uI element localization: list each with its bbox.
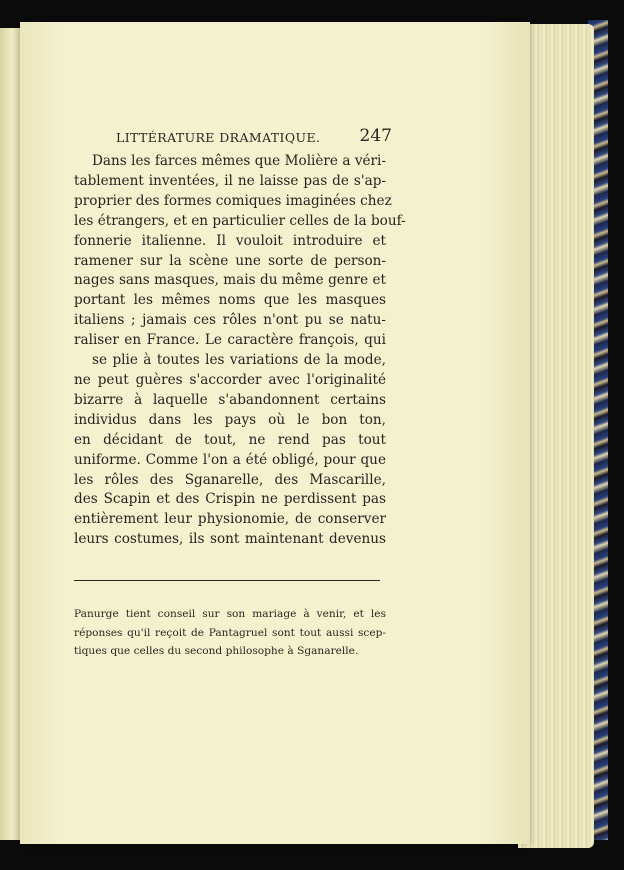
- body-line: entièrement leur physionomie, de conserver: [74, 511, 386, 528]
- footnote: [74, 605, 386, 661]
- body-text: [74, 152, 406, 550]
- body-line: proprier des formes comiques imaginées chez: [74, 192, 392, 209]
- body-line: leurs costumes, ils sont maintenant devenus: [74, 531, 386, 548]
- body-line: tablement inventées, il ne laisse pas de s'ap-: [74, 172, 386, 189]
- body-line: se plie à toutes les variations de la mode,: [92, 352, 386, 369]
- body-line: raliser en France. Le caractère françois, qui: [74, 332, 386, 349]
- body-line: uniforme. Comme l'on a été obligé, pour que: [74, 451, 386, 468]
- footnote-line: Panurge tient conseil sur son mariage à venir, et les: [74, 608, 386, 620]
- page-header: [116, 128, 392, 148]
- body-line: italiens ; jamais ces rôles n'ont pu se natu-: [74, 312, 386, 329]
- footnote-line: réponses qu'il reçoit de Pantagruel sont tout aussi scep-: [74, 626, 386, 639]
- body-line: nages sans masques, mais du même genre et: [74, 272, 386, 289]
- body-line: bizarre à laquelle s'abandonnent certains: [74, 391, 386, 408]
- footnote-line: tiques que celles du second philosophe à Sganarelle.: [74, 645, 359, 658]
- footnote-rule: [74, 580, 380, 581]
- running-head: LITTÉRATURE DRAMATIQUE.: [116, 130, 321, 145]
- body-line: les rôles des Sganarelle, des Mascarille,: [74, 471, 386, 488]
- body-line: ne peut guères s'accorder avec l'originalité: [74, 371, 386, 388]
- body-line: portant les mêmes noms que les masques: [74, 292, 386, 309]
- body-line: individus dans les pays où le bon ton,: [74, 411, 386, 428]
- body-line: des Scapin et des Crispin ne perdissent pas: [74, 491, 386, 508]
- body-line: les étrangers, et en particulier celles de la bouf-: [74, 212, 406, 229]
- body-line: ramener sur la scène une sorte de person-: [74, 252, 386, 269]
- body-line: en décidant de tout, ne rend pas tout: [74, 431, 386, 448]
- body-line: fonnerie italienne. Il vouloit introduire et: [74, 232, 386, 249]
- page-number: 247: [359, 126, 392, 146]
- body-line: Dans les farces mêmes que Molière a véri-: [92, 153, 386, 169]
- facing-page-edge: [0, 28, 20, 840]
